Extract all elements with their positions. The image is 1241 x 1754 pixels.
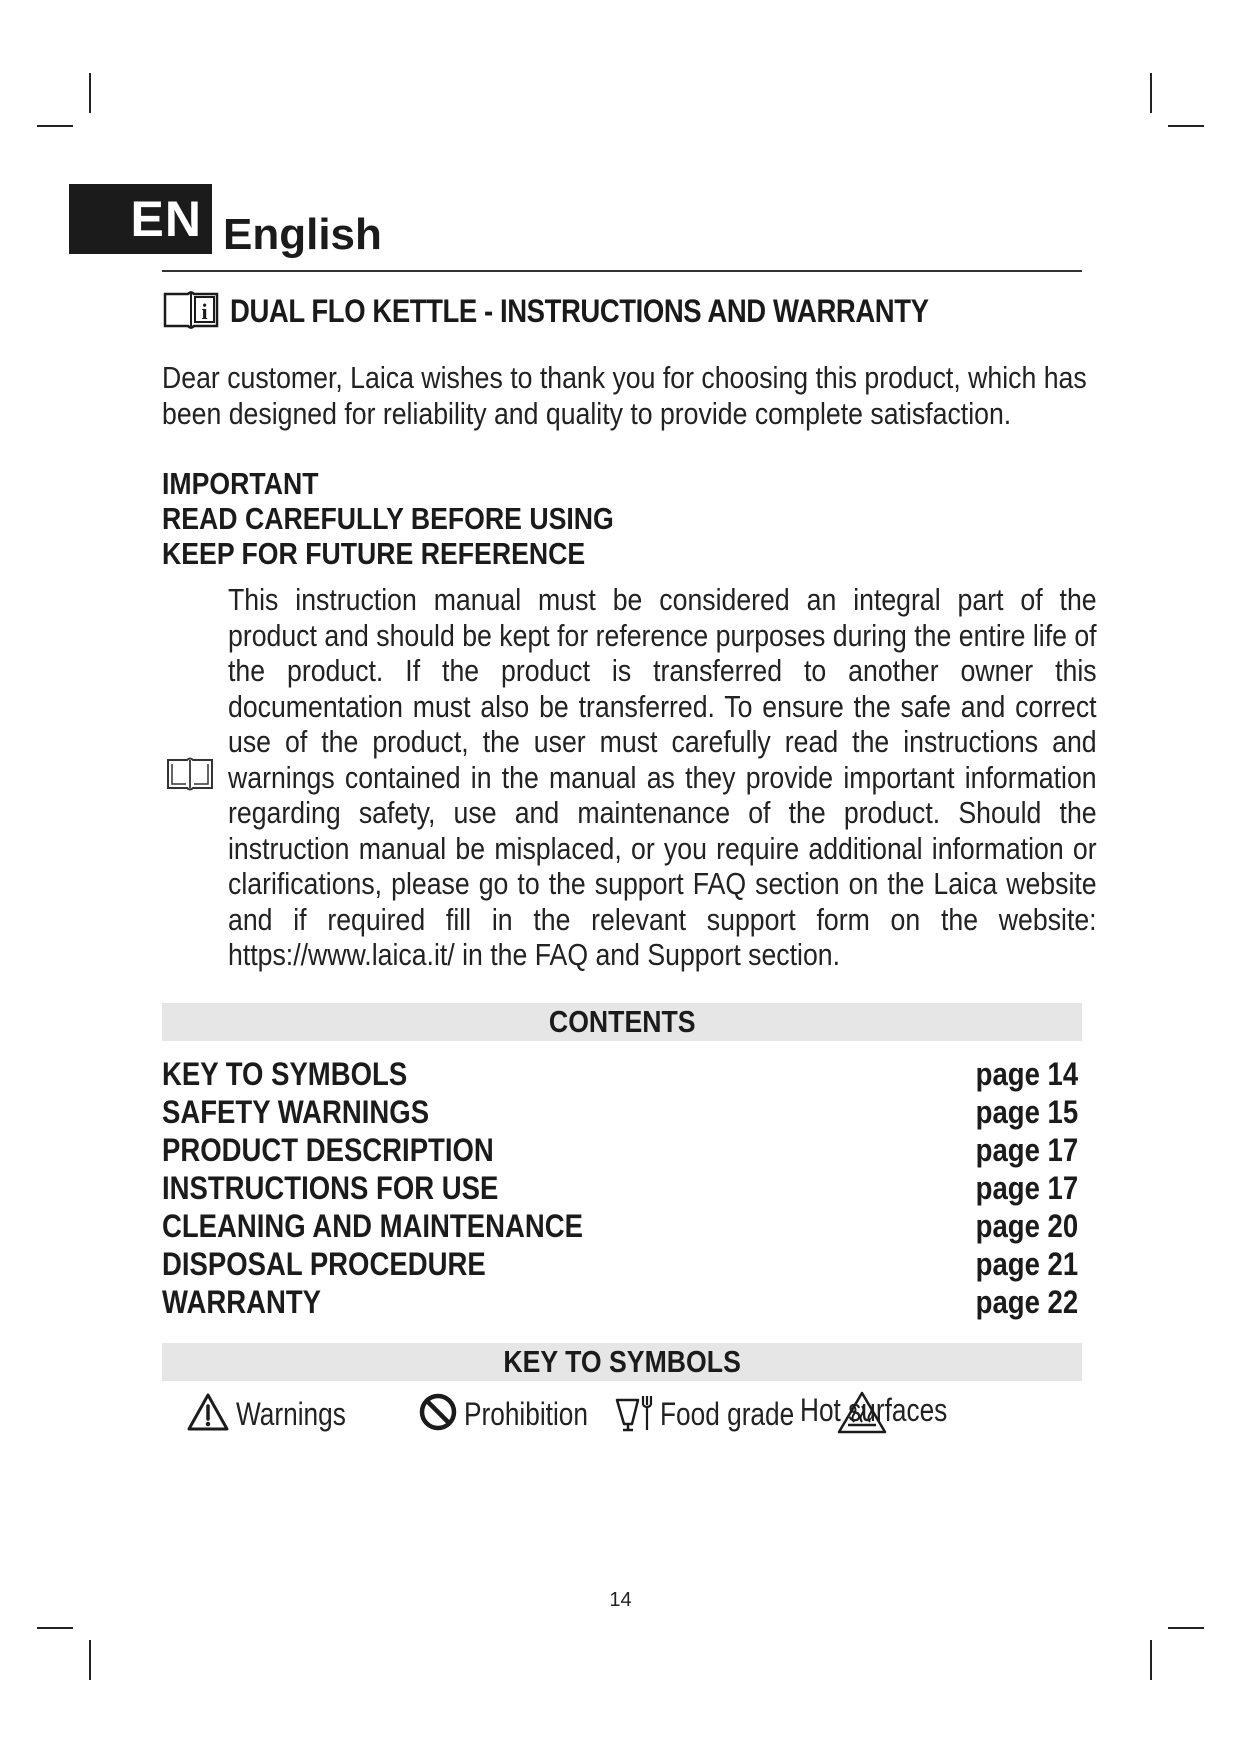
table-of-contents xyxy=(162,1056,1078,1322)
crop-mark xyxy=(1150,73,1152,113)
crop-mark xyxy=(89,73,91,113)
toc-label: PRODUCT DESCRIPTION xyxy=(162,1132,494,1168)
language-code: EN xyxy=(130,191,202,247)
symbol-food-grade xyxy=(614,1392,824,1437)
toc-label: CLEANING AND MAINTENANCE xyxy=(162,1208,583,1244)
language-name: English xyxy=(223,210,382,259)
crop-mark xyxy=(1168,1627,1204,1629)
important-notice xyxy=(162,466,764,571)
toc-row[interactable] xyxy=(162,1132,1078,1170)
toc-label: DISPOSAL PROCEDURE xyxy=(162,1246,486,1282)
toc-row[interactable] xyxy=(162,1170,1078,1208)
symbol-label: Food grade xyxy=(660,1396,795,1432)
toc-page: page 17 xyxy=(975,1132,1078,1168)
crop-mark xyxy=(89,1640,91,1680)
toc-page: page 21 xyxy=(975,1246,1078,1282)
crop-mark xyxy=(37,1627,73,1629)
toc-row[interactable] xyxy=(162,1284,1078,1322)
symbol-prohibition xyxy=(418,1392,615,1437)
crop-mark xyxy=(37,125,73,127)
toc-label: KEY TO SYMBOLS xyxy=(162,1056,408,1092)
info-book-icon xyxy=(162,288,220,335)
important-line: IMPORTANT xyxy=(162,466,319,501)
toc-row[interactable] xyxy=(162,1246,1078,1284)
toc-row[interactable] xyxy=(162,1094,1078,1132)
toc-page: page 20 xyxy=(975,1208,1078,1244)
contents-heading: CONTENTS xyxy=(548,1004,696,1039)
document-title: DUAL FLO KETTLE - INSTRUCTIONS AND WARRANTY xyxy=(230,293,929,329)
toc-page: page 17 xyxy=(975,1170,1078,1206)
toc-row[interactable] xyxy=(162,1208,1078,1246)
crop-mark xyxy=(1168,125,1204,127)
contents-heading-band xyxy=(162,1003,1082,1041)
toc-page: page 14 xyxy=(975,1056,1078,1092)
toc-page: page 15 xyxy=(975,1094,1078,1130)
open-book-icon xyxy=(166,756,214,797)
warning-triangle-icon xyxy=(186,1392,230,1437)
symbol-label: Prohibition xyxy=(464,1396,588,1432)
toc-label: SAFETY WARNINGS xyxy=(162,1094,430,1130)
symbol-hot-surfaces xyxy=(800,1392,980,1429)
toc-label: WARRANTY xyxy=(162,1284,321,1320)
prohibition-circle-icon xyxy=(418,1392,458,1437)
svg-text:i: i xyxy=(201,299,208,324)
intro-paragraph: Dear customer, Laica wishes to thank you for choosing this product, which has been designed for reliability and quality to provide complete satisfaction. xyxy=(162,360,1087,431)
symbols-heading: KEY TO SYMBOLS xyxy=(503,1344,741,1379)
symbol-label: Warnings xyxy=(236,1396,346,1432)
language-code-badge xyxy=(69,184,212,254)
page-number: 14 xyxy=(609,1589,632,1611)
symbols-legend xyxy=(0,1392,1241,1442)
document-title-row xyxy=(162,288,1042,335)
important-line: READ CAREFULLY BEFORE USING xyxy=(162,501,614,536)
important-line: KEEP FOR FUTURE REFERENCE xyxy=(162,536,586,571)
toc-row[interactable] xyxy=(162,1056,1078,1094)
symbol-warnings xyxy=(186,1392,370,1437)
toc-page: page 22 xyxy=(975,1284,1078,1320)
manual-paragraph: This instruction manual must be considered an integral part of the product and should be kept for reference purposes during the entire life of the product. If the product is transferred to another owner this documentation must also be transferred. To ensure the safe and correct use of the product, the user must carefully read the instructions and warnings contained in the manual as they provide important information regarding safety, use and maintenance of the product. Should the instruction manual be misplaced, or you require additional information or clarifications, please go to the support FAQ section on the Laica website and if required fill in the relevant support form on the website: https://www.laica.it/ in the FAQ and Support section. xyxy=(228,582,1097,972)
hot-surface-icon xyxy=(836,1390,888,1441)
crop-mark xyxy=(1150,1640,1152,1680)
symbol-label: Hot surfaces xyxy=(800,1392,948,1428)
header-divider xyxy=(162,270,1082,272)
symbols-heading-band xyxy=(162,1343,1082,1381)
toc-label: INSTRUCTIONS FOR USE xyxy=(162,1170,499,1206)
glass-fork-icon xyxy=(614,1392,654,1437)
